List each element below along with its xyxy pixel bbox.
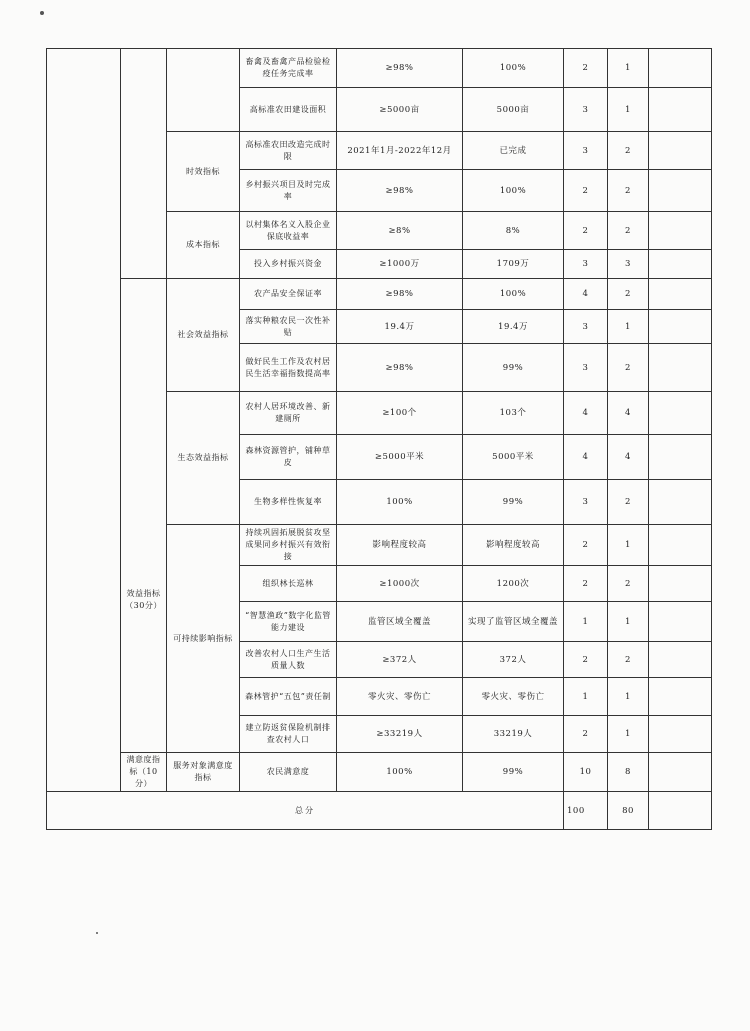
weight-value: 1 — [564, 602, 608, 642]
table-row — [47, 279, 712, 310]
score-value: 2 — [608, 212, 649, 250]
weight-value: 3 — [564, 310, 608, 344]
table-row — [47, 49, 712, 88]
total-label: 总分 — [47, 792, 564, 830]
level3-cell: 生态效益指标 — [167, 392, 240, 525]
note-cell — [649, 678, 712, 716]
level3-cell: 时效指标 — [167, 132, 240, 212]
score-value: 1 — [608, 88, 649, 132]
indicator-name: 高标准农田改造完成时限 — [240, 132, 337, 170]
weight-value: 2 — [564, 49, 608, 88]
indicator-name: 落实种粮农民一次性补贴 — [240, 310, 337, 344]
target-value: ≥98% — [337, 279, 463, 310]
score-value: 1 — [608, 49, 649, 88]
note-cell — [649, 344, 712, 392]
note-cell — [649, 49, 712, 88]
level1-cell — [47, 49, 121, 792]
level3-cell — [167, 49, 240, 132]
target-value: ≥98% — [337, 344, 463, 392]
target-value: 监管区域全覆盖 — [337, 602, 463, 642]
target-value: ≥100个 — [337, 392, 463, 435]
score-value: 1 — [608, 602, 649, 642]
weight-value: 4 — [564, 279, 608, 310]
target-value: ≥98% — [337, 49, 463, 88]
score-value: 2 — [608, 480, 649, 525]
target-value: ≥1000次 — [337, 566, 463, 602]
indicator-name: 森林资源管护，铺种草皮 — [240, 435, 337, 480]
indicator-name: 以村集体名义入股企业保底收益率 — [240, 212, 337, 250]
indicator-name: 改善农村人口生产生活质量人数 — [240, 642, 337, 678]
score-value: 2 — [608, 642, 649, 678]
level2-cell: 效益指标（30分） — [121, 279, 167, 753]
weight-value: 2 — [564, 170, 608, 212]
weight-value: 3 — [564, 480, 608, 525]
target-value: 零火灾、零伤亡 — [337, 678, 463, 716]
level3-cell: 成本指标 — [167, 212, 240, 279]
weight-value: 3 — [564, 250, 608, 279]
target-value: ≥1000万 — [337, 250, 463, 279]
note-cell — [649, 310, 712, 344]
target-value: 19.4万 — [337, 310, 463, 344]
indicator-name: 乡村振兴项目及时完成率 — [240, 170, 337, 212]
target-value: ≥372人 — [337, 642, 463, 678]
indicator-name: 高标准农田建设面积 — [240, 88, 337, 132]
target-value: ≥5000平米 — [337, 435, 463, 480]
actual-value: 1200次 — [463, 566, 564, 602]
actual-value: 5000平米 — [463, 435, 564, 480]
weight-value: 3 — [564, 132, 608, 170]
note-cell — [649, 279, 712, 310]
weight-value: 2 — [564, 566, 608, 602]
weight-value: 2 — [564, 642, 608, 678]
actual-value: 已完成 — [463, 132, 564, 170]
indicator-name: 投入乡村振兴资金 — [240, 250, 337, 279]
actual-value: 8% — [463, 212, 564, 250]
weight-value: 4 — [564, 392, 608, 435]
scan-speck — [96, 932, 98, 934]
indicator-name: 农村人居环境改善、新建厕所 — [240, 392, 337, 435]
weight-value: 2 — [564, 525, 608, 566]
note-cell — [649, 642, 712, 678]
score-value: 2 — [608, 132, 649, 170]
target-value: 2021年1月-2022年12月 — [337, 132, 463, 170]
note-cell — [649, 250, 712, 279]
score-value: 1 — [608, 716, 649, 753]
indicator-name: “智慧渔政”数字化监管能力建设 — [240, 602, 337, 642]
note-cell — [649, 753, 712, 792]
weight-value: 2 — [564, 716, 608, 753]
score-value: 2 — [608, 279, 649, 310]
note-cell — [649, 602, 712, 642]
note-cell — [649, 88, 712, 132]
level3-cell: 可持续影响指标 — [167, 525, 240, 753]
note-cell — [649, 170, 712, 212]
actual-value: 实现了监管区域全覆盖 — [463, 602, 564, 642]
score-value: 2 — [608, 566, 649, 602]
total-row — [47, 792, 712, 830]
weight-value: 3 — [564, 344, 608, 392]
indicator-name: 畜禽及畜禽产品检验检疫任务完成率 — [240, 49, 337, 88]
score-value: 1 — [608, 525, 649, 566]
indicator-name: 组织林长巡林 — [240, 566, 337, 602]
level3-cell: 服务对象满意度指标 — [167, 753, 240, 792]
level3-cell: 社会效益指标 — [167, 279, 240, 392]
note-cell — [649, 480, 712, 525]
actual-value: 103个 — [463, 392, 564, 435]
indicator-name: 生物多样性恢复率 — [240, 480, 337, 525]
note-cell — [649, 212, 712, 250]
level2-cell — [121, 49, 167, 279]
actual-value: 99% — [463, 480, 564, 525]
score-value: 3 — [608, 250, 649, 279]
actual-value: 零火灾、零伤亡 — [463, 678, 564, 716]
weight-value: 1 — [564, 678, 608, 716]
actual-value: 99% — [463, 344, 564, 392]
score-value: 4 — [608, 435, 649, 480]
note-cell — [649, 566, 712, 602]
actual-value: 99% — [463, 753, 564, 792]
target-value: ≥33219人 — [337, 716, 463, 753]
target-value: ≥8% — [337, 212, 463, 250]
indicator-name: 农民满意度 — [240, 753, 337, 792]
level2-cell: 满意度指标（10分） — [121, 753, 167, 792]
actual-value: 100% — [463, 49, 564, 88]
actual-value: 372人 — [463, 642, 564, 678]
actual-value: 100% — [463, 279, 564, 310]
total-note — [649, 792, 712, 830]
note-cell — [649, 392, 712, 435]
score-value: 2 — [608, 344, 649, 392]
target-value: 影响程度较高 — [337, 525, 463, 566]
actual-value: 影响程度较高 — [463, 525, 564, 566]
indicator-name: 做好民生工作及农村居民生活幸福指数提高率 — [240, 344, 337, 392]
indicator-name: 建立防返贫保险机制排查农村人口 — [240, 716, 337, 753]
weight-value: 10 — [564, 753, 608, 792]
target-value: ≥98% — [337, 170, 463, 212]
total-score: 80 — [608, 792, 649, 830]
target-value: ≥5000亩 — [337, 88, 463, 132]
actual-value: 19.4万 — [463, 310, 564, 344]
indicator-name: 农产品安全保证率 — [240, 279, 337, 310]
note-cell — [649, 525, 712, 566]
target-value: 100% — [337, 753, 463, 792]
weight-value: 4 — [564, 435, 608, 480]
performance-indicator-table — [46, 48, 712, 830]
score-value: 4 — [608, 392, 649, 435]
actual-value: 33219人 — [463, 716, 564, 753]
total-weight: 100 — [564, 792, 608, 830]
note-cell — [649, 716, 712, 753]
target-value: 100% — [337, 480, 463, 525]
weight-value: 3 — [564, 88, 608, 132]
score-value: 2 — [608, 170, 649, 212]
note-cell — [649, 132, 712, 170]
indicator-name: 持续巩固拓展脱贫攻坚成果同乡村振兴有效衔接 — [240, 525, 337, 566]
actual-value: 100% — [463, 170, 564, 212]
note-cell — [649, 435, 712, 480]
table-row — [47, 753, 712, 792]
score-value: 1 — [608, 310, 649, 344]
score-value: 1 — [608, 678, 649, 716]
actual-value: 5000亩 — [463, 88, 564, 132]
actual-value: 1709万 — [463, 250, 564, 279]
scan-speck — [40, 11, 44, 15]
weight-value: 2 — [564, 212, 608, 250]
indicator-name: 森林管护“五包”责任制 — [240, 678, 337, 716]
score-value: 8 — [608, 753, 649, 792]
